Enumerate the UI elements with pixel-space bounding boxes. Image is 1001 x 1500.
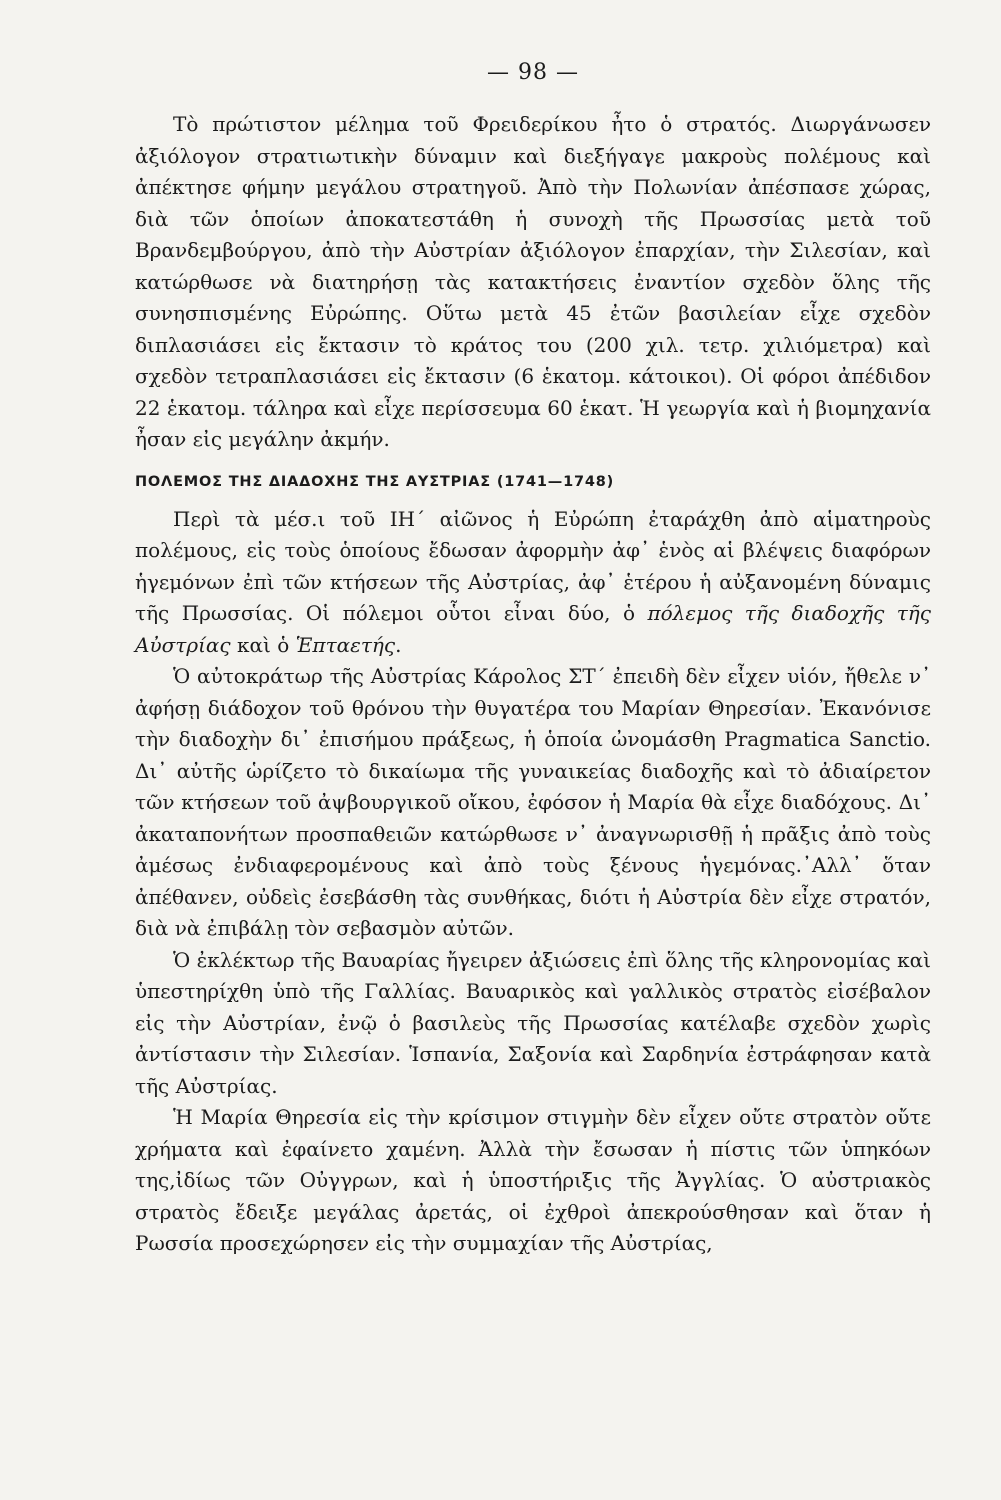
paragraph-text: καὶ ὁ bbox=[230, 632, 296, 657]
paragraph-text: Περὶ τὰ μέσ.ι τοῦ ΙΗ΄ αἰῶνος ἡ Εὐρώπη ἐταράχθη ἀπὸ αἱματηροὺς πολέμους, εἰς τοὺς ὁποίους ἔδωσαν ἀφορμὴν ἀφ᾽ ἑνὸς αἱ βλέψεις διαφόρων ἡγεμόνων ἐπὶ τῶν κτήσεων τῆς Αὐστρίας, ἀφ᾽ ἑτέρου ἡ αὐξανομένη δύναμις τῆς Πρωσσίας. Οἱ πόλεμοι οὗτοι εἶναι δύο, ὁ bbox=[135, 506, 931, 625]
paragraph-text: . bbox=[395, 632, 402, 657]
section-paragraph-4: Ἡ Μαρία Θηρεσία εἰς τὴν κρίσιμον στιγμὴν δὲν εἶχεν οὔτε στρατὸν οὔτε χρήματα καὶ ἐφαίνετο χαμένη. Ἀλλὰ τὴν ἔσωσαν ἡ πίστις τῶν ὑπηκόων της,ἰδίως τῶν Οὐγγρων, καὶ ἡ ὑποστήριξις τῆς Ἀγγλίας. Ὁ αὐστριακὸς στρατὸς ἔδειξε μεγάλας ἀρετάς, οἱ ἐχθροὶ ἀπεκρούσθησαν καὶ ὅταν ἡ Ρωσσία προσεχώρησεν εἰς τὴν συμμαχίαν τῆς Αὐστρίας, bbox=[135, 1105, 931, 1255]
section-paragraph-1 bbox=[135, 504, 931, 662]
page-number: — 98 — bbox=[487, 60, 579, 85]
italic-term-succession-war: πόλεμος τῆς διαδοχῆς τῆς Αὐστρίας bbox=[135, 601, 931, 657]
intro-paragraph: Τὸ πρώτιστον μέλημα τοῦ Φρειδερίκου ἦτο ὁ στρατός. Διωργάνωσεν ἀξιόλογον στρατιωτικὴν δύναμιν καὶ διεξήγαγε μακροὺς πολέμους καὶ ἀπέκτησε φήμην μεγάλου στρατηγοῦ. Ἀπὸ τὴν Πολωνίαν ἀπέσπασε χώρας, διὰ τῶν ὁποίων ἀποκατεστάθη ἡ συνοχὴ τῆς Πρωσσίας μετὰ τοῦ Βρανδεμβούργου, ἀπὸ τὴν Αὐστρίαν ἀξιόλογον ἐπαρχίαν, τὴν Σιλεσίαν, καὶ κατώρθωσε νὰ διατηρήσῃ τὰς κατακτήσεις ἐναντίον σχεδὸν ὅλης τῆς συνησπισμένης Εὐρώπης. Οὕτω μετὰ 45 ἐτῶν βασιλείαν εἶχε σχεδὸν διπλασιάσει εἰς ἔκτασιν τὸ κράτος του (200 χιλ. τετρ. χιλιόμετρα) καὶ σχεδὸν τετραπλασιάσει εἰς ἔκτασιν (6 ἑκατομ. κάτοικοι). Οἱ φόροι ἀπέδιδον 22 ἑκατομ. τάληρα καὶ εἶχε περίσσευμα 60 ἑκατ. Ἡ γεωργία καὶ ἡ βιομηχανία ἦσαν εἰς μεγάλην ἀκμήν. bbox=[135, 112, 931, 451]
section-paragraph-2: Ὁ αὐτοκράτωρ τῆς Αὐστρίας Κάρολος ΣΤ΄ ἐπειδὴ δὲν εἶχεν υἱόν, ἤθελε ν᾽ ἀφήσῃ διάδοχον τοῦ θρόνου τὴν θυγατέρα του Μαρίαν Θηρεσίαν. Ἐκανόνισε τὴν διαδοχὴν δι᾽ ἐπισήμου πράξεως, ἡ ὁποία ὠνομάσθη Pragmatica Sanctio. Δι᾽ αὐτῆς ὡρίζετο τὸ δικαίωμα τῆς γυναικείας διαδοχῆς καὶ τὸ ἀδιαίρετον τῶν κτήσεων τοῦ ἀψβουργικοῦ οἴκου, ἐφόσον ἡ Μαρία θὰ εἶχε διαδόχους. Δι᾽ ἀκαταπονήτων προσπαθειῶν κατώρθωσε ν᾽ ἀναγνωρισθῇ ἡ πρᾶξις ἀπὸ τοὺς ἀμέσως ἐνδιαφερομένους καὶ ἀπὸ τοὺς ξένους ἡγεμόνας.᾽Αλλ᾽ ὅταν ἀπέθανεν, οὐδεὶς ἐσεβάσθη τὰς συνθήκας, διότι ἡ Αὐστρία δὲν εἶχε στρατόν, διὰ νὰ ἐπιβάλῃ τὸν σεβασμὸν αὐτῶν. bbox=[135, 664, 931, 940]
section-paragraph-3: Ὁ ἐκλέκτωρ τῆς Βαυαρίας ἤγειρεν ἀξιώσεις ἐπὶ ὅλης τῆς κληρονομίας καὶ ὑπεστηρίχθη ὑπὸ τῆς Γαλλίας. Βαυαρικὸς καὶ γαλλικὸς στρατὸς εἰσέβαλον εἰς τὴν Αὐστρίαν, ἐνῷ ὁ βασιλεὺς τῆς Πρωσσίας κατέλαβε σχεδὸν χωρὶς ἀντίστασιν τὴν Σιλεσίαν. Ἱσπανία, Σαξονία καὶ Σαρδηνία ἐστράφησαν κατὰ τῆς Αὐστρίας. bbox=[135, 947, 931, 1098]
section-heading: ΠΟΛΕΜΟΣ ΤΗΣ ΔΙΑΔΟΧΗΣ ΤΗΣ ΑΥΣΤΡΙΑΣ (1741—1748) bbox=[135, 473, 615, 490]
italic-term-seven-years: Ἑπταετής bbox=[295, 632, 396, 657]
